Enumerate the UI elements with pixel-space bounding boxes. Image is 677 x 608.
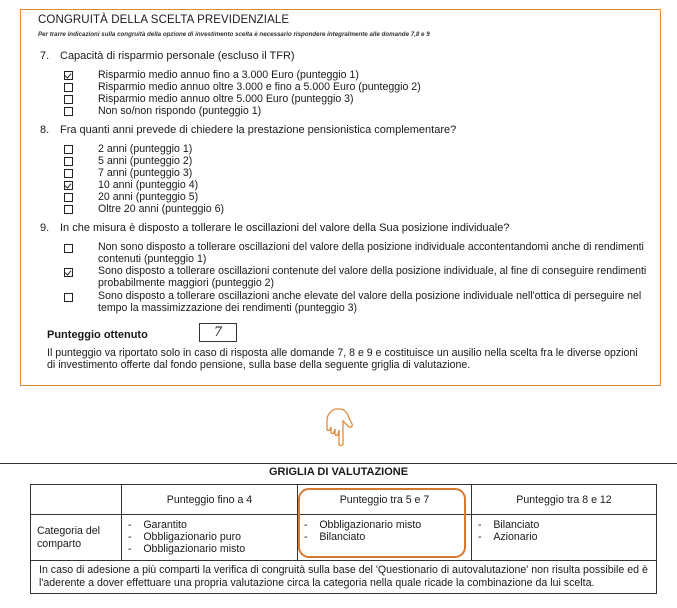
checkbox-q8-opt6[interactable] [64,205,73,214]
pointing-hand-icon [326,406,354,446]
section-subtitle: Per trarre indicazioni sulla congruità della opzione di investimento scelta è necessario rispondere integralmente alle domande 7,8 e 9 [38,31,430,38]
checkbox-q9-opt3[interactable] [64,293,73,302]
grid-item: - Azionario [478,531,538,543]
question-7-text: Capacità di risparmio personale (escluso il TFR) [60,50,295,62]
checkbox-q8-opt3[interactable] [64,169,73,178]
q8-option-4: 10 anni (punteggio 4) [98,179,199,191]
checkbox-q7-opt1[interactable] [64,71,73,80]
checkbox-q8-opt2[interactable] [64,157,73,166]
grid-cell-1 [122,515,298,561]
score-field[interactable]: 7 [199,323,237,342]
checkbox-q8-opt4[interactable] [64,181,73,190]
checkbox-q7-opt3[interactable] [64,95,73,104]
q8-option-5: 20 anni (punteggio 5) [98,191,199,203]
grid-item: - Bilanciato [304,531,366,543]
question-8-number: 8. [40,124,50,136]
q8-option-6: Oltre 20 anni (punteggio 6) [98,203,225,215]
grid-item: - Bilanciato [478,519,540,531]
checkbox-q7-opt4[interactable] [64,107,73,116]
question-7-number: 7. [40,50,50,62]
grid-header-1: Punteggio fino a 4 [122,485,298,515]
highlight-circle [298,488,466,558]
section-title: CONGRUITÀ DELLA SCELTA PREVIDENZIALE [38,14,290,26]
checkbox-q8-opt1[interactable] [64,145,73,154]
grid-corner-cell [31,485,122,515]
section-divider [0,463,677,464]
question-9-text: In che misura è disposto a tollerare le oscillazioni del valore della Sua posizione individuale? [60,222,510,234]
grid-title: GRIGLIA DI VALUTAZIONE [268,466,409,478]
q9-option-2: Sono disposto a tollerare oscillazioni contenute del valore della posizione individuale, al fine di conseguire rendimenti probabilmente maggiori (punteggio 2) [98,265,647,289]
q9-option-1: Non sono disposto a tollerare oscillazioni del valore della posizione individuale accontentandomi anche di rendimenti contenuti (punteggio 1) [98,241,644,265]
q7-option-3: Risparmio medio annuo oltre 5.000 Euro (punteggio 3) [98,93,354,105]
grid-cell-3 [472,515,657,561]
q8-option-1: 2 anni (punteggio 1) [98,143,193,155]
grid-item: - Obbligazionario misto [304,519,422,531]
grid-item: - Obbligazionario misto [128,543,246,555]
grid-item: - Obbligazionario puro [128,531,242,543]
question-8-text: Fra quanti anni prevede di chiedere la prestazione pensionistica complementare? [60,124,457,136]
q7-option-2: Risparmio medio annuo oltre 3.000 e fino a 5.000 Euro (punteggio 2) [98,81,421,93]
grid-item: - Garantito [128,519,187,531]
checkbox-q9-opt1[interactable] [64,244,73,253]
score-note: Il punteggio va riportato solo in caso di risposta alle domande 7, 8 e 9 e costituisce un ausilio nella scelta fra le diverse opzioni di investimento offerte dal fondo pensione, sulla base della seguente griglia di valutazione. [47,347,638,371]
checkbox-q7-opt2[interactable] [64,83,73,92]
grid-header-3: Punteggio tra 8 e 12 [472,485,657,515]
grid-footnote: In caso di adesione a più comparti la verifica di congruità sulla base del 'Questionario di autovalutazione' non risulta possibile ed è l'aderente a dover effettuare una propria valutazione circa la categoria nella quale ricade la combinazione da lui scelta. [31,561,657,594]
q7-option-1: Risparmio medio annuo fino a 3.000 Euro (punteggio 1) [98,69,359,81]
checkbox-q9-opt2[interactable] [64,268,73,277]
checkbox-q8-opt5[interactable] [64,193,73,202]
q8-option-3: 7 anni (punteggio 3) [98,167,193,179]
grid-header-2: Punteggio tra 5 e 7 [298,485,472,515]
q8-option-2: 5 anni (punteggio 2) [98,155,193,167]
score-label: Punteggio ottenuto [47,329,148,341]
grid-row-label: Categoria del comparto [31,515,122,561]
question-9-number: 9. [40,222,50,234]
q9-option-3: Sono disposto a tollerare oscillazioni anche elevate del valore della posizione individuale nell'ottica di perseguire nel tempo la massimizzazione dei rendimenti (punteggio 3) [98,290,642,314]
q7-option-4: Non so/non rispondo (punteggio 1) [98,105,262,117]
